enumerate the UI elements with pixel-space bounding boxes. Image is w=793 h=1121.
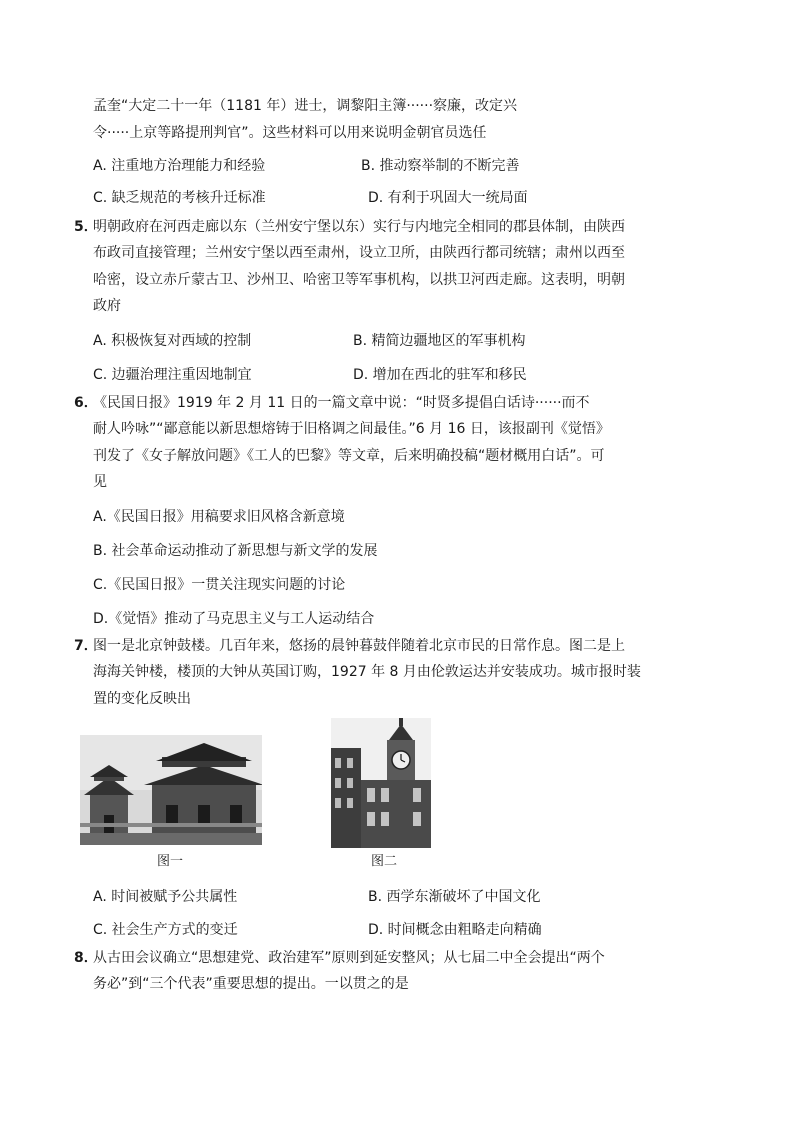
q7-line-2: 海海关钟楼，楼顶的大钟从英国订购，1927 年 8 月由伦敦运达并安装成功。城市报时装 — [93, 664, 641, 680]
q6-number: 6． — [74, 395, 98, 411]
q6-option-a: A.《民国日报》用稿要求旧风格含新意境 — [93, 509, 345, 525]
q7-option-c: C. 社会生产方式的变迁 — [93, 922, 238, 938]
figure-1-bell-drum-tower-photo — [80, 735, 262, 845]
q4-line-2: 令·····上京等路提刑判官”。这些材料可以用来说明金朝官员选任 — [93, 125, 487, 141]
q4-option-c: C. 缺乏规范的考核升迁标准 — [93, 190, 266, 206]
q5-option-b: B. 精简边疆地区的军事机构 — [353, 333, 526, 349]
q6-option-c: C.《民国日报》一贯关注现实问题的讨论 — [93, 577, 346, 593]
q5-line-1: 明朝政府在河西走廊以东（兰州安宁堡以东）实行与内地完全相同的郡县体制，由陕西 — [93, 219, 625, 235]
q5-option-d: D. 增加在西北的驻军和移民 — [353, 367, 527, 383]
q8-line-2: 务必”到“三个代表”重要思想的提出。一以贯之的是 — [93, 976, 409, 992]
q5-line-4: 政府 — [93, 298, 121, 314]
q6-line-4: 见 — [93, 474, 107, 490]
q5-line-2: 布政司直接管理；兰州安宁堡以西至肃州，设立卫所，由陕西行都司统辖；肃州以西至 — [93, 245, 625, 261]
q6-option-d: D.《觉悟》推动了马克思主义与工人运动结合 — [93, 611, 375, 627]
clock-tower-illustration — [331, 718, 431, 848]
q5-line-3: 哈密，设立赤斤蒙古卫、沙州卫、哈密卫等军事机构，以拱卫河西走廊。这表明，明朝 — [93, 272, 625, 288]
figure-2-customs-clock-tower-photo — [331, 718, 431, 848]
q6-line-3: 刊发了《女子解放问题》《工人的巴黎》等文章，后来明确投稿“题材概用白话”。可 — [93, 448, 605, 464]
q5-option-a: A. 积极恢复对西域的控制 — [93, 333, 252, 349]
q7-option-a: A. 时间被赋予公共属性 — [93, 889, 238, 905]
q5-option-c: C. 边疆治理注重因地制宜 — [93, 367, 252, 383]
q6-option-b: B. 社会革命运动推动了新思想与新文学的发展 — [93, 543, 378, 559]
figure-2-caption: 图二 — [371, 854, 398, 869]
q7-line-1: 图一是北京钟鼓楼。几百年来，悠扬的晨钟暮鼓伴随着北京市民的日常作息。图二是上 — [93, 638, 625, 654]
q4-option-b: B. 推动察举制的不断完善 — [361, 158, 520, 174]
q4-option-a: A. 注重地方治理能力和经验 — [93, 158, 266, 174]
q6-line-1: 《民国日报》1919 年 2 月 11 日的一篇文章中说：“时贤多提倡白话诗······而不 — [93, 395, 590, 411]
q7-line-3: 置的变化反映出 — [93, 691, 191, 707]
q6-line-2: 耐人吟咏”“鄙意能以新思想熔铸于旧格调之间最佳。”6 月 16 日，该报副刊《觉悟》 — [93, 421, 610, 437]
q5-number: 5． — [74, 219, 98, 235]
q7-option-d: D. 时间概念由粗略走向精确 — [368, 922, 542, 938]
q7-option-b: B. 西学东渐破坏了中国文化 — [368, 889, 541, 905]
q4-line-1: 孟奎“大定二十一年（1181 年）进士，调黎阳主簿······察廉，改定兴 — [93, 98, 518, 114]
q4-option-d: D. 有利于巩固大一统局面 — [368, 190, 528, 206]
figure-1-caption: 图一 — [157, 854, 184, 869]
q7-number: 7． — [74, 638, 98, 654]
bell-drum-tower-illustration — [80, 735, 262, 845]
q8-line-1: 从古田会议确立“思想建党、政治建军”原则到延安整风；从七届二中全会提出“两个 — [93, 950, 605, 966]
q8-number: 8． — [74, 950, 98, 966]
